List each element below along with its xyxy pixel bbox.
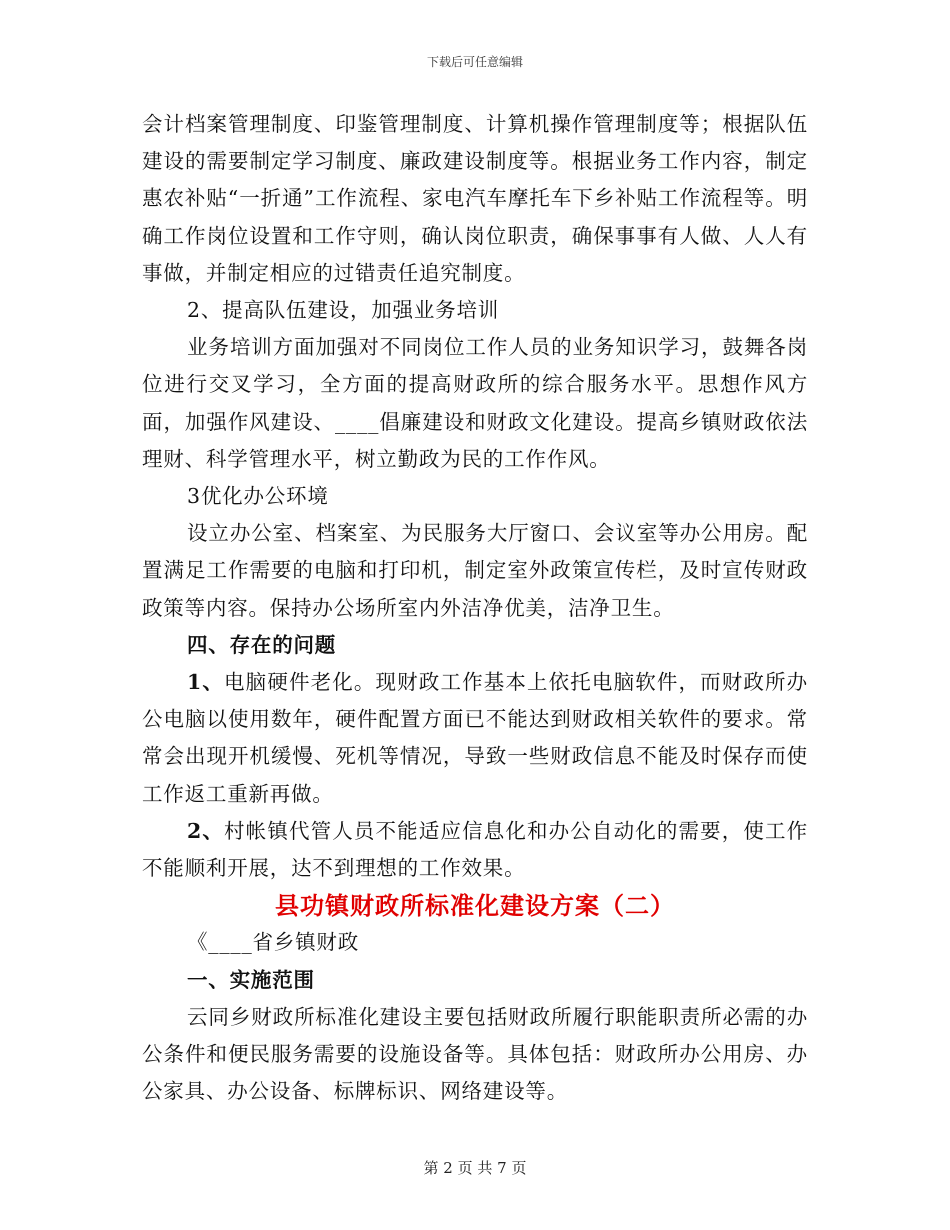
paragraph-problem-2: [142, 813, 808, 887]
heading-office-environment: 3优化办公环境: [187, 484, 329, 509]
problem-2-number: 2、: [187, 818, 225, 843]
paragraph-problem-1: [142, 664, 808, 813]
problem-1-number: 1、: [187, 670, 225, 695]
paragraph-training: 业务培训方面加强对不同岗位工作人员的业务知识学习，鼓舞各岗位进行交叉学习，全方面的提高财政所的综合服务水平。思想作风方面，加强作风建设、____倡廉建设和财政文化建设。提高乡镇财政依法理财、科学管理水平，树立勤政为民的工作作风。: [142, 335, 808, 471]
problem-1-text: 电脑硬件老化。现财政工作基本上依托电脑软件，而财政所办公电脑以使用数年，硬件配置方面已不能达到财政相关软件的要求。常常会出现开机缓慢、死机等情况，导致一些财政信息不能及时保存而使工作返工重新再做。: [142, 670, 808, 806]
heading-existing-problems: 四、存在的问题: [187, 632, 337, 657]
page-header: 下载后可任意编辑: [426, 55, 523, 69]
paragraph-system-rules: 会计档案管理制度、印鉴管理制度、计算机操作管理制度等；根据队伍建设的需要制定学习制度、廉政建设制度等。根据业务工作内容，制定惠农补贴“一折通”工作流程、家电汽车摩托车下乡补贴工作流程等。明确工作岗位设置和工作守则，确认岗位职责，确保事事有人做、人人有事做，并制定相应的过错责任追究制度。: [142, 112, 808, 285]
paragraph-scope: 云同乡财政所标准化建设主要包括财政所履行职能职责所必需的办公条件和便民服务需要的设施设备等。具体包括：财政所办公用房、办公家具、办公设备、标牌标识、网络建设等。: [142, 1004, 808, 1104]
paragraph-office-environment: 设立办公室、档案室、为民服务大厅窗口、会议室等办公用房。配置满足工作需要的电脑和打印机，制定室外政策宣传栏，及时宣传财政政策等内容。保持办公场所室内外洁净优美，洁净卫生。: [142, 521, 808, 620]
reference-line: 《____省乡镇财政: [187, 930, 359, 955]
section-title: 县功镇财政所标准化建设方案（二）: [275, 891, 675, 921]
problem-2-text: 村帐镇代管人员不能适应信息化和办公自动化的需要，使工作不能顺利开展，达不到理想的工作效果。: [142, 818, 808, 881]
heading-team-building: 2、提高队伍建设，加强业务培训: [187, 298, 500, 323]
page-footer: 第 2 页 共 7 页: [423, 1159, 527, 1177]
document-body: [142, 106, 808, 1110]
heading-scope: 一、实施范围: [187, 967, 315, 992]
